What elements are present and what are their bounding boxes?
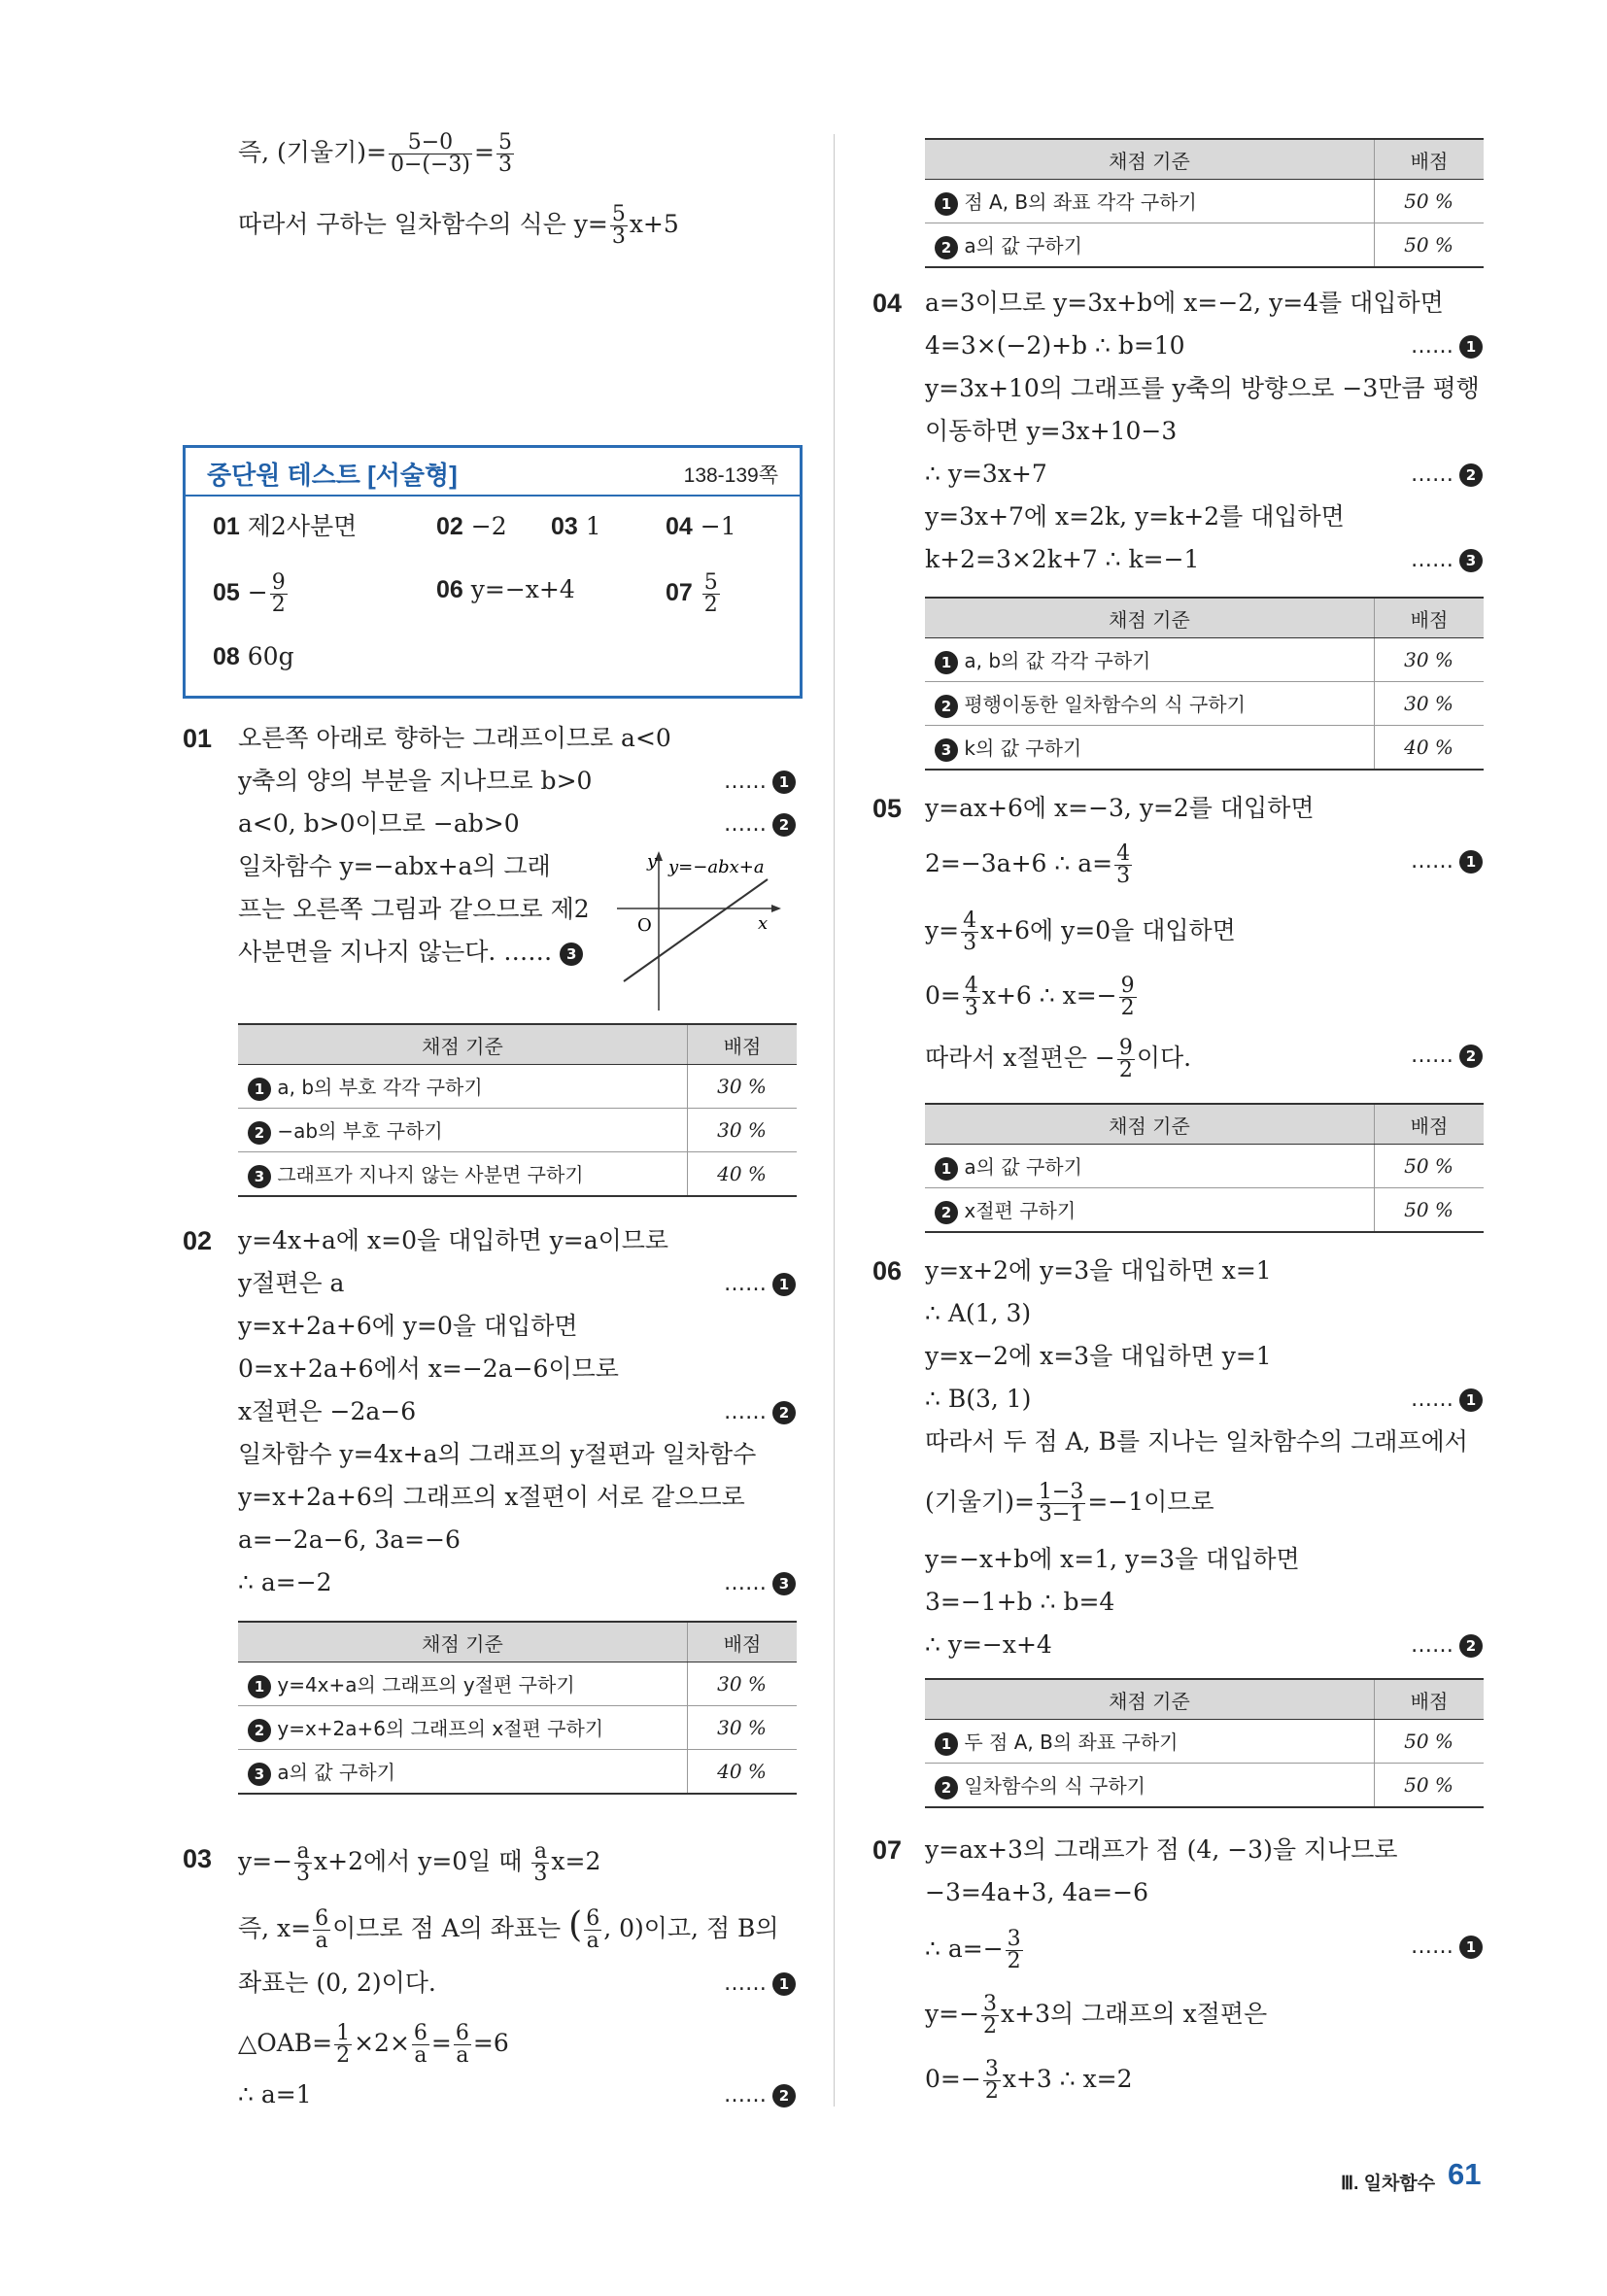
col-points: 배점 <box>1375 1679 1485 1720</box>
p02-line-2: y절편은 a <box>238 1269 345 1297</box>
table-row: 1 점 A, B의 좌표 각각 구하기 50 % <box>925 180 1484 223</box>
table-row: 3 그래프가 지나지 않는 사분면 구하기 40 % <box>238 1152 797 1197</box>
p03-line-2: 즉, x= $\frac{6}{a}$ 이므로 점 A의 좌표는 ( $\frac{6}{a}$ , 0)이고, 점 B의 <box>238 1905 779 1953</box>
answer-04: 04 −1 <box>666 512 736 540</box>
p06-line-6: y=−x+b에 x=1, y=3을 대입하면 <box>925 1545 1300 1573</box>
p01-marker-2: …… 2 <box>724 812 796 837</box>
p06-line-3: y=x−2에 x=3을 대입하면 y=1 <box>925 1342 1272 1370</box>
p01-line-2: y축의 양의 부분을 지나므로 b>0 <box>238 767 593 795</box>
p04-scoring-table <box>925 597 1484 771</box>
p07-line-2: −3=4a+3, 4a=−6 <box>925 1878 1148 1906</box>
col-points: 배점 <box>688 1622 798 1662</box>
p02-line-4: 0=x+2a+6에서 x=−2a−6이므로 <box>238 1354 619 1383</box>
p02-line-7: y=x+2a+6의 그래프의 x절편이 서로 같으므로 <box>238 1483 745 1511</box>
p05-line-5: 따라서 x절편은 − $\frac{9}{2}$ 이다. <box>925 1036 1192 1082</box>
p05-scoring-table <box>925 1103 1484 1233</box>
table-row: 2 평행이동한 일차함수의 식 구하기 30 % <box>925 682 1484 726</box>
p01-graph <box>612 845 806 1015</box>
p04-line-4: 이동하면 y=3x+10−3 <box>925 417 1178 445</box>
p07-line-5: 0=− $\frac{3}{2}$ x+3 ∴ x=2 <box>925 2057 1133 2104</box>
problem-number-02: 02 <box>183 1226 213 1255</box>
p02-line-9: ∴ a=−2 <box>238 1568 332 1596</box>
p04-line-6: y=3x+7에 x=2k, y=k+2를 대입하면 <box>925 502 1345 531</box>
p06-line-8: ∴ y=−x+4 <box>925 1630 1052 1659</box>
col-criteria: 채점 기준 <box>925 139 1375 180</box>
column-divider <box>834 134 835 2107</box>
problem-number-01: 01 <box>183 724 213 753</box>
table-row: 2 x절편 구하기 50 % <box>925 1188 1484 1233</box>
p02-line-3: y=x+2a+6에 y=0을 대입하면 <box>238 1312 578 1340</box>
p07-marker-1: …… 1 <box>1411 1935 1483 1959</box>
p04-marker-2: …… 2 <box>1411 463 1483 487</box>
problem-number-03: 03 <box>183 1844 213 1873</box>
graph-label: y=−abx+a <box>668 857 765 877</box>
answer-07: 07 $\frac{5}{2}$ <box>666 570 718 617</box>
p01-line-1: 오른쪽 아래로 향하는 그래프이므로 a<0 <box>238 724 671 752</box>
p06-slope-line: (기울기)= $\frac{1-3}{3-1}$ =−1이므로 <box>925 1480 1214 1526</box>
col-points: 배점 <box>1375 139 1485 180</box>
p03-line-3: 좌표는 (0, 2)이다. <box>238 1969 436 1997</box>
table-row: 1 a, b의 부호 각각 구하기 30 % <box>238 1065 797 1109</box>
col-points: 배점 <box>688 1024 798 1065</box>
p02-line-6: 일차함수 y=4x+a의 그래프의 y절편과 일차함수 <box>238 1440 757 1468</box>
p06-line-5: 따라서 두 점 A, B를 지나는 일차함수의 그래프에서 <box>925 1427 1468 1456</box>
answer-08: 08 60g <box>213 642 294 670</box>
answer-02: 02 −2 <box>436 512 507 540</box>
answer-box-header <box>186 448 800 497</box>
p02-marker-3: …… 3 <box>724 1571 796 1595</box>
footer-chapter: Ⅲ. 일차함수 <box>1341 2174 1436 2194</box>
col-criteria: 채점 기준 <box>238 1024 688 1065</box>
table-row: 3 a의 값 구하기 40 % <box>238 1750 797 1795</box>
answer-03: 03 1 <box>551 512 601 540</box>
slope-line: 즉, (기울기)= $\frac{5-0}{0-(-3)}$ = $\frac{5}{3}$ <box>238 130 512 177</box>
p07-line-1: y=ax+3의 그래프가 점 (4, −3)을 지나므로 <box>925 1835 1398 1864</box>
table-row: 1 두 점 A, B의 좌표 구하기 50 % <box>925 1720 1484 1764</box>
page-number: 61 <box>1448 2157 1482 2191</box>
y-axis-label: y <box>647 851 658 872</box>
p02-line-5: x절편은 −2a−6 <box>238 1397 417 1425</box>
p02-line-8: a=−2a−6, 3a=−6 <box>238 1525 461 1554</box>
p06-line-4: ∴ B(3, 1) <box>925 1385 1032 1413</box>
p02-marker-1: …… 1 <box>724 1272 796 1296</box>
table-row: 1 a의 값 구하기 50 % <box>925 1145 1484 1188</box>
p03-marker-1: …… 1 <box>724 1971 796 1996</box>
table-row: 2 일차함수의 식 구하기 50 % <box>925 1764 1484 1808</box>
result-line: 따라서 구하는 일차함수의 식은 y= $\frac{5}{3}$ x+5 <box>238 202 679 249</box>
p04-marker-3: …… 3 <box>1411 548 1483 572</box>
p06-line-2: ∴ A(1, 3) <box>925 1299 1032 1327</box>
x-axis-label: x <box>758 913 769 934</box>
p05-line-3: y= $\frac{4}{3}$ x+6에 y=0을 대입하면 <box>925 908 1236 955</box>
problem-number-04: 04 <box>872 289 903 318</box>
problem-number-05: 05 <box>872 794 903 823</box>
col-points: 배점 <box>1375 1104 1485 1145</box>
col-criteria: 채점 기준 <box>925 598 1375 638</box>
origin-label: O <box>637 915 652 936</box>
p07-line-3: ∴ a=− $\frac{3}{2}$ <box>925 1927 1021 1973</box>
answer-06: 06 y=−x+4 <box>436 575 575 603</box>
p04-line-2: 4=3×(−2)+b ∴ b=10 <box>925 331 1185 360</box>
table-row: 2 −ab의 부호 구하기 30 % <box>238 1109 797 1152</box>
p05-marker-1: …… 1 <box>1411 849 1483 874</box>
problem-number-07: 07 <box>872 1835 903 1865</box>
p04-line-3: y=3x+10의 그래프를 y축의 방향으로 −3만큼 평행 <box>925 374 1480 402</box>
table-row: 1 y=4x+a의 그래프의 y절편 구하기 30 % <box>238 1662 797 1706</box>
answer-box-title: 중단원 테스트 [서술형] <box>207 461 458 490</box>
p05-line-2: 2=−3a+6 ∴ a= $\frac{4}{3}$ <box>925 841 1131 888</box>
p01-line-3: a<0, b>0이므로 −ab>0 <box>238 809 520 838</box>
col-criteria: 채점 기준 <box>925 1104 1375 1145</box>
p02-line-1: y=4x+a에 x=0을 대입하면 y=a이므로 <box>238 1226 669 1254</box>
table-row: 1 a, b의 값 각각 구하기 30 % <box>925 638 1484 682</box>
p03-line-5: ∴ a=1 <box>238 2080 312 2108</box>
p02-marker-2: …… 2 <box>724 1400 796 1424</box>
p06-scoring-table <box>925 1678 1484 1808</box>
p02-scoring-table <box>238 1621 797 1795</box>
p06-marker-2: …… 2 <box>1411 1633 1483 1658</box>
answer-box-pages: 138-139쪽 <box>683 464 778 487</box>
x-axis-arrow <box>771 905 781 912</box>
p01-line-6: 사분면을 지나지 않는다. …… 3 <box>238 935 583 970</box>
p03-marker-2: …… 2 <box>724 2083 796 2108</box>
p03-line-4: △OAB= $\frac{1}{2}$ ×2× $\frac{6}{a}$ = $\frac{6}{a}$ =6 <box>238 2021 509 2068</box>
p05-line-1: y=ax+6에 x=−3, y=2를 대입하면 <box>925 794 1315 822</box>
answer-box <box>183 445 803 699</box>
col-criteria: 채점 기준 <box>238 1622 688 1662</box>
p01-line-5: 프는 오른쪽 그림과 같으므로 제2 <box>238 895 590 923</box>
col-points: 배점 <box>1375 598 1485 638</box>
p06-line-1: y=x+2에 y=3을 대입하면 x=1 <box>925 1256 1272 1285</box>
p04-line-7: k+2=3×2k+7 ∴ k=−1 <box>925 545 1200 573</box>
p05-marker-2: …… 2 <box>1411 1044 1483 1068</box>
p06-line-7: 3=−1+b ∴ b=4 <box>925 1588 1115 1616</box>
p07-line-4: y=− $\frac{3}{2}$ x+3의 그래프의 x절편은 <box>925 1992 1268 2039</box>
p05-line-4: 0= $\frac{4}{3}$ x+6 ∴ x=− $\frac{9}{2}$ <box>925 974 1135 1020</box>
problem-number-06: 06 <box>872 1256 903 1285</box>
table-row: 2 a의 값 구하기 50 % <box>925 223 1484 268</box>
answer-05: 05 − $\frac{9}{2}$ <box>213 570 286 617</box>
p01-line-4: 일차함수 y=−abx+a의 그래 <box>238 852 551 880</box>
p06-marker-1: …… 1 <box>1411 1388 1483 1412</box>
p04-marker-1: …… 1 <box>1411 334 1483 359</box>
p04-line-1: a=3이므로 y=3x+b에 x=−2, y=4를 대입하면 <box>925 289 1444 317</box>
table-row: 2 y=x+2a+6의 그래프의 x절편 구하기 30 % <box>238 1706 797 1750</box>
p01-marker-1: …… 1 <box>724 770 796 794</box>
p03-line-1: y=− $\frac{a}{3}$ x+2에서 y=0일 때 $\frac{a}{3}$ x=2 <box>238 1839 601 1886</box>
p04-line-5: ∴ y=3x+7 <box>925 460 1047 488</box>
answer-01: 01 제2사분면 <box>213 512 358 540</box>
table-row: 3 k의 값 구하기 40 % <box>925 726 1484 771</box>
col-criteria: 채점 기준 <box>925 1679 1375 1720</box>
p03-scoring-table <box>925 138 1484 268</box>
p01-scoring-table <box>238 1023 797 1197</box>
